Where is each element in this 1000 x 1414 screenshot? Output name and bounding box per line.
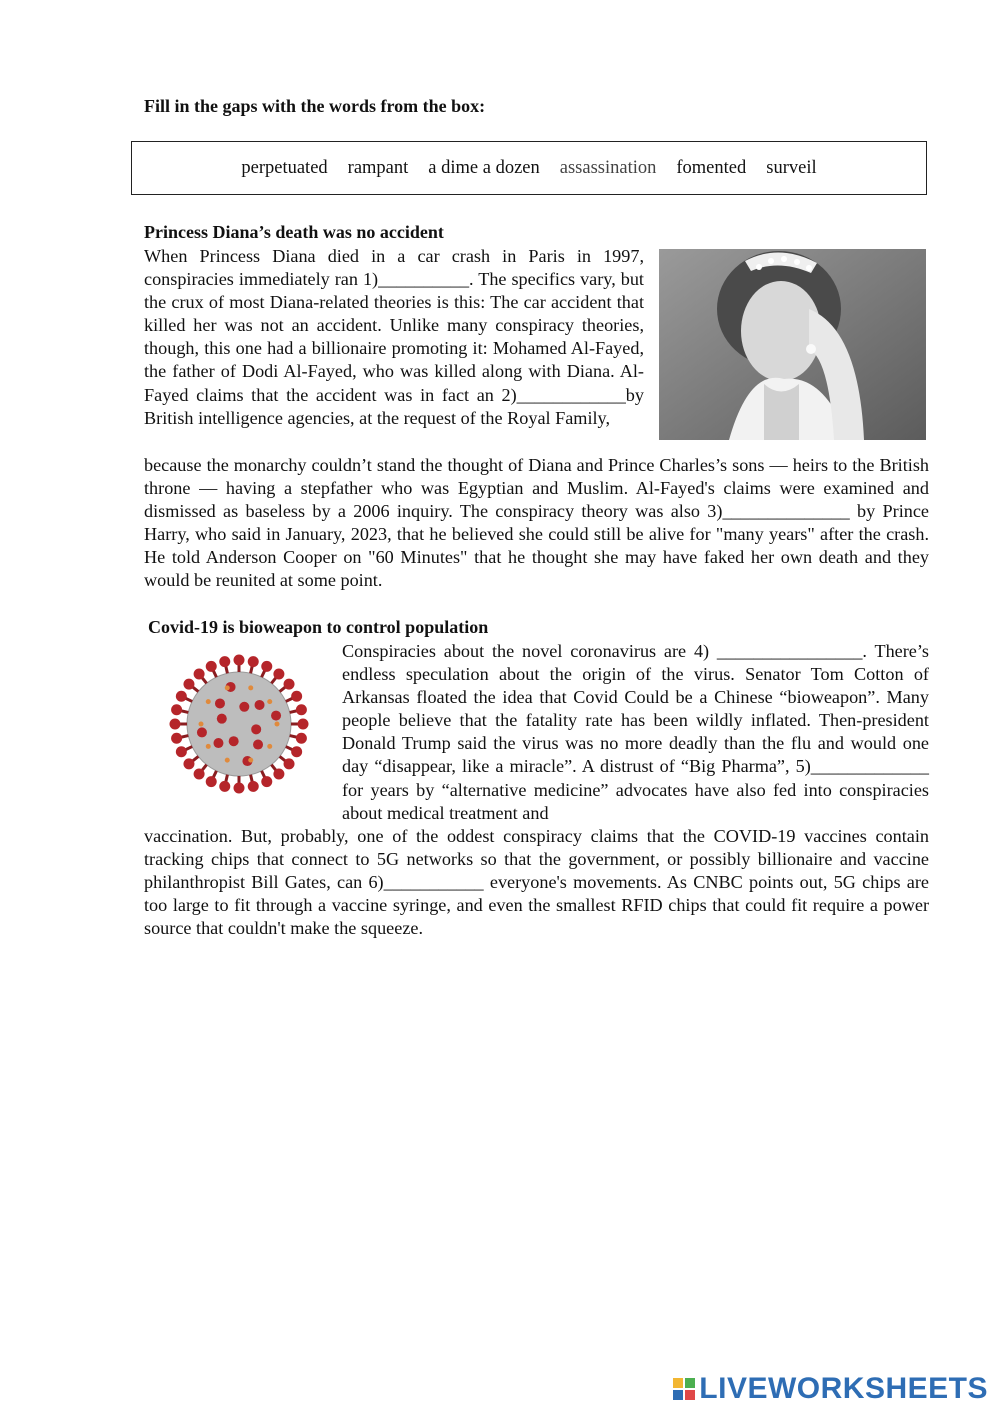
covid-text-2: vaccination. But, probably, one of the oddest conspiracy claims that the COVID-19 vaccines contain tracking chips that connect to 5G networks so that the government, or possibly billionaire and vaccine philanthropist Bill Gates, can 6)___________ everyone's movements. As CNBC points out, 5G chips are too large to fit through a vaccine syringe, and even the smallest RFID chips that could fit require a power source that couldn't make the squeeze. xyxy=(144,826,929,939)
virus-spike xyxy=(273,769,284,780)
word-box-item: a dime a dozen xyxy=(428,157,540,178)
covid-paragraph-full xyxy=(144,825,929,940)
virus-spike xyxy=(234,783,245,794)
virus-spike xyxy=(206,776,217,787)
virus-protein-dot xyxy=(225,758,230,763)
virus-spike xyxy=(170,719,181,730)
virus-spike xyxy=(176,691,187,702)
princess-diana-photo xyxy=(659,249,926,440)
coronavirus-illustration xyxy=(160,648,318,800)
section-title-covid: Covid-19 is bioweapon to control population xyxy=(148,617,489,637)
virus-surface-spike xyxy=(271,711,281,721)
virus-protein-dot xyxy=(248,758,253,763)
virus-spike xyxy=(284,679,295,690)
virus-spike xyxy=(194,668,205,679)
virus-spike xyxy=(291,691,302,702)
virus-protein-dot xyxy=(248,685,253,690)
virus-spike xyxy=(183,758,194,769)
diana-text-2: because the monarchy couldn’t stand the thought of Diana and Prince Charles’s sons — heirs to the British throne — having a stepfather who was Egyptian and Muslim. Al-Fayed's claims were examined and dismissed as baseless by a 2006 inquiry. The conspiracy theory was also 3)______________ by Prince Harry, who said in January, 2023, that he believed she could still be alive for "many years" after the crash. He told Anderson Cooper on "60 Minutes" that he thought she may have faked her own death and they would be reunited at some point. xyxy=(144,455,929,591)
section-title-diana: Princess Diana’s death was no accident xyxy=(144,222,444,242)
virus-spike xyxy=(219,781,230,792)
virus-surface-spike xyxy=(217,714,227,724)
virus-spike xyxy=(206,661,217,672)
virus-spike xyxy=(298,719,309,730)
virus-surface-spike xyxy=(229,736,239,746)
word-box-item: perpetuated xyxy=(241,157,328,178)
logo-text: LIVEWORKSHEETS xyxy=(699,1372,988,1405)
virus-protein-dot xyxy=(275,722,280,727)
virus-surface-spike xyxy=(239,702,249,712)
word-box-item: surveil xyxy=(766,157,817,178)
virus-spike xyxy=(284,758,295,769)
covid-text-1: Conspiracies about the novel coronavirus are 4) ________________. There’s endless speculation about the origin of the virus. Senator Tom Cotton of Arkansas floated the idea that Covid Could be a Chinese “bioweapon”. Many people believe that the fatality rate has been wildly inflated. Then-president Donald Trump said the virus was no more deadly than the flu and would one day “disappear, like a miracle”. A distrust of “Big Pharma”, 5)_____________ for years by “alternative medicine” advocates have also fed into conspiracies about medical treatment and xyxy=(342,641,929,823)
virus-surface-spike xyxy=(253,740,263,750)
virus-spike xyxy=(248,656,259,667)
virus-protein-dot xyxy=(206,699,211,704)
virus-surface-spike xyxy=(251,724,261,734)
virus-spike xyxy=(171,733,182,744)
virus-spike xyxy=(261,661,272,672)
virus-protein-dot xyxy=(267,699,272,704)
logo-block-e xyxy=(685,1390,695,1400)
diana-paragraph-full xyxy=(144,454,929,593)
diana-paragraph-wrapped xyxy=(144,245,644,430)
virus-protein-dot xyxy=(267,744,272,749)
covid-paragraph-wrapped xyxy=(342,640,929,825)
word-box-item: assassination xyxy=(559,157,657,178)
word-box-item: fomented xyxy=(676,157,747,178)
virus-protein-dot xyxy=(225,685,230,690)
virus-surface-spike xyxy=(197,727,207,737)
logo-blocks-icon xyxy=(673,1378,695,1400)
virus-protein-dot xyxy=(206,744,211,749)
virus-spike xyxy=(296,704,307,715)
logo-block-l xyxy=(673,1378,683,1388)
logo-block-v xyxy=(673,1390,683,1400)
virus-spike xyxy=(234,655,245,666)
virus-spike xyxy=(219,656,230,667)
virus-surface-spike xyxy=(215,698,225,708)
virus-spike xyxy=(194,769,205,780)
virus-surface-spike xyxy=(255,700,265,710)
word-box-item: rampant xyxy=(347,157,409,178)
virus-protein-dot xyxy=(199,722,204,727)
virus-spike xyxy=(296,733,307,744)
virus-spike xyxy=(291,746,302,757)
virus-spike xyxy=(183,679,194,690)
diana-text-1: When Princess Diana died in a car crash in Paris in 1997, conspiracies immediately ran 1)__________. The specifics vary, but the crux of most Diana-related theories is this: The car accident that killed her was not an accident. Unlike many conspiracy theories, though, this one had a billionaire promoting it: Mohamed Al-Fayed, the father of Dodi Al-Fayed, who was killed along with Diana. Al-Fayed claims that the accident was in fact an 2)____________by British intelligence agencies, at the request of the Royal Family, xyxy=(144,246,644,428)
instruction-heading: Fill in the gaps with the words from the box: xyxy=(144,96,486,116)
virus-surface-spike xyxy=(213,738,223,748)
logo-block-i xyxy=(685,1378,695,1388)
word-box xyxy=(131,141,927,195)
virus-spike xyxy=(273,668,284,679)
virus-spike xyxy=(261,776,272,787)
virus-spike xyxy=(176,746,187,757)
virus-spike xyxy=(248,781,259,792)
liveworksheets-logo[interactable] xyxy=(673,1372,988,1406)
virus-spike xyxy=(171,704,182,715)
